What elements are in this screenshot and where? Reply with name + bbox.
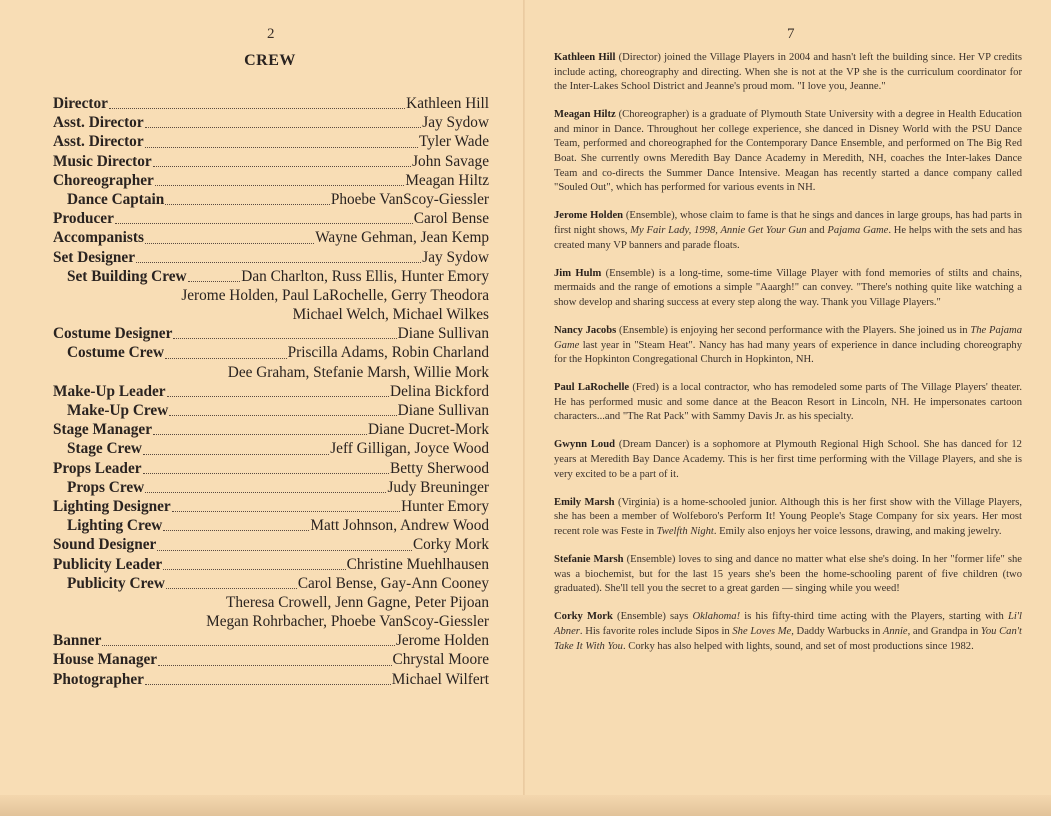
page-number-left: 2 (267, 26, 275, 42)
bio-name: Nancy Jacobs (554, 324, 617, 336)
bio-text: (Ensemble) says (612, 611, 693, 623)
bio-name: Paul LaRochelle (554, 382, 630, 394)
bio-text: (Choreographer) is a graduate of Plymouth State University with a degree in Health Education and minor in Dance. Throughout her college experience, she danced in Disney World with the PSU Dance Team, performed and choreographed for the Contemporary Dance Ensemble, and performed on The Big Red Boat. She currently owns Meredith Bay Dance Academy in Meredith, NH, coaches the Inter-lakes Dance Team and co-directs the Summer Dance Intensive. Meagan has recently started a dance company called "Souled Out", which has performed for various events in NH. (554, 109, 1022, 194)
dot-leader (165, 358, 287, 359)
bio-name: Stefanie Marsh (554, 554, 624, 566)
crew-role: Director (53, 95, 108, 112)
crew-row (53, 190, 489, 209)
dot-leader (173, 338, 396, 339)
crew-row (53, 459, 489, 478)
crew-member-name: Priscilla Adams, Robin Charland (287, 344, 489, 362)
crew-role: Music Director (53, 152, 152, 170)
crew-role: Banner (53, 632, 102, 650)
crew-role: Props Crew (67, 478, 145, 496)
bio-text: last year in "Steam Heat". Nancy has had many years of experience in dance including choreography for the Hopkinton Congregational Church in Hopkinton, NH. (554, 339, 1022, 366)
crew-member-name: Chrystal Moore (392, 651, 489, 669)
crew-member-name: Carol Bense, Gay-Ann Cooney (297, 574, 489, 592)
bio-paragraph (554, 324, 1022, 368)
bio-title-italic: You Can't Take It With You (554, 625, 1022, 652)
crew-role: Sound Designer (53, 536, 157, 554)
crew-member-name: Betty Sherwood (390, 459, 489, 477)
crew-row (53, 382, 489, 401)
dot-leader (165, 204, 330, 205)
crew-member-name: Meagan Hiltz (405, 171, 489, 189)
dot-leader (102, 645, 395, 646)
bio-text: is his fifty-third time acting with the Players, starting with (740, 611, 1008, 623)
crew-row (53, 209, 489, 228)
crew-member-name: Delina Bickford (390, 382, 489, 400)
bio-text: . He helps with the sets and has created many VP banners and parade floats. (554, 224, 1022, 251)
bio-title-italic: My Fair Lady, 1998, Annie Get Your Gun (630, 224, 807, 236)
crew-row (53, 497, 489, 516)
crew-member-name: Jay Sydow (422, 248, 489, 266)
crew-role: Producer (53, 210, 114, 228)
bio-title-italic: She Loves Me (732, 625, 792, 637)
crew-row (53, 132, 489, 151)
crew-member-name: Michael Welch, Michael Wilkes (292, 306, 489, 324)
crew-role: Asst. Director (53, 114, 144, 132)
crew-role: Accompanists (53, 229, 144, 247)
bio-name: Gwynn Loud (554, 439, 616, 451)
bio-text: , and Grandpa in (907, 625, 981, 637)
crew-row-continuation (53, 612, 489, 631)
crew-list (53, 94, 489, 689)
dot-leader (153, 434, 367, 435)
crew-role: Costume Designer (53, 325, 173, 343)
bio-paragraph (554, 610, 1022, 654)
bio-paragraph (554, 267, 1022, 311)
dot-leader (155, 185, 404, 186)
crew-member-name: Jerome Holden, Paul LaRochelle, Gerry Theodora (181, 286, 489, 304)
bio-name: Jim Hulm (554, 267, 602, 279)
bio-text: , Daddy Warbucks in (791, 625, 883, 637)
crew-member-name: Jeff Gilligan, Joyce Wood (330, 440, 489, 458)
crew-row (53, 670, 489, 689)
dot-leader (163, 569, 345, 570)
right-page (525, 0, 1051, 816)
crew-member-name: Dan Charlton, Russ Ellis, Hunter Emory (241, 267, 489, 285)
dot-leader (169, 415, 396, 416)
left-page (0, 0, 525, 816)
crew-row (53, 401, 489, 420)
dot-leader (167, 396, 389, 397)
crew-row (53, 228, 489, 247)
crew-row-continuation (53, 305, 489, 324)
dot-leader (143, 454, 329, 455)
crew-row (53, 439, 489, 458)
bio-text: (Dream Dancer) is a sophomore at Plymouth Regional High School. She has danced for 12 years at Meredith Bay Dance Academy. This is her first time performing with the Village Players, and she is very excited to be a part of it. (554, 439, 1022, 480)
bio-list (554, 51, 1022, 668)
bio-text: (Virginia) is a home-schooled junior. Although this is her first show with the Village Players, she has been a member of Wolfeboro's Perform It! Young People's Stage Company for six years. Her most recent role was Feste in (554, 496, 1022, 537)
dot-leader (109, 108, 405, 109)
crew-row (53, 113, 489, 132)
crew-row (53, 171, 489, 190)
bio-title-italic: Li'l Abner (554, 611, 1022, 637)
crew-member-name: Diane Sullivan (397, 402, 489, 419)
bio-title-italic: Twelfth Night (656, 525, 714, 537)
bio-paragraph (554, 51, 1022, 95)
dot-leader (145, 492, 386, 493)
bio-text: (Director) joined the Village Players in 2004 and hasn't left the building since. Her VP credits include acting, choreography and directing. When she is not at the VP she is the curriculum coordinator for the Inter-Lakes School District and Jeanne's proud mom. "I love you, Jeanne." (554, 52, 1022, 93)
dot-leader (158, 665, 391, 666)
bio-name: Emily Marsh (554, 496, 615, 508)
bio-text: (Ensemble), whose claim to fame is that he sings and dances in large groups, has had parts in first night shows, (554, 210, 1022, 236)
crew-member-name: Michael Wilfert (391, 670, 489, 688)
crew-member-name: Hunter Emory (401, 497, 489, 515)
bio-paragraph (554, 381, 1022, 425)
crew-row (53, 343, 489, 362)
crew-role: Costume Crew (67, 344, 165, 362)
crew-row-continuation (53, 363, 489, 382)
crew-member-name: Diane Sullivan (397, 325, 489, 343)
dot-leader (145, 127, 422, 128)
crew-member-name: Matt Johnson, Andrew Wood (310, 517, 489, 535)
page-bottom-edge (0, 795, 1051, 816)
crew-row (53, 516, 489, 535)
page-number-right: 7 (787, 26, 795, 42)
crew-row (53, 267, 489, 286)
dot-leader (136, 262, 421, 263)
bio-title-italic: Pajama Game (827, 224, 889, 236)
crew-role: Stage Manager (53, 421, 152, 439)
crew-member-name: Kathleen Hill (406, 95, 489, 112)
crew-member-name: Judy Breuninger (387, 478, 489, 496)
dot-leader (145, 147, 418, 148)
dot-leader (172, 511, 400, 512)
bio-paragraph (554, 108, 1022, 196)
crew-member-name: Christine Muehlhausen (346, 555, 489, 573)
bio-text: . Emily also enjoys her voice lessons, drawing, and making jewelry. (713, 525, 1002, 537)
bio-text: (Ensemble) is enjoying her second performance with the Players. She joined us in (616, 324, 971, 336)
bio-paragraph (554, 209, 1022, 253)
bio-title-italic: Oklahoma! (692, 611, 741, 623)
crew-role: Set Building Crew (67, 267, 187, 285)
bio-text: (Fred) is a local contractor, who has remodeled some parts of The Village Players' theater. He has performed music and some dance at the Beacon Resort in Lincoln, NH. He impersonates cartoon characters...and "The Rat Pack" with Sammy Davis Jr. as his specialty. (554, 382, 1022, 423)
bio-title-italic: Annie (882, 625, 908, 637)
crew-role: Photographer (53, 670, 144, 688)
crew-role: Stage Crew (67, 440, 142, 458)
crew-row (53, 152, 489, 171)
bio-paragraph (554, 553, 1022, 597)
dot-leader (157, 550, 412, 551)
crew-member-name: Carol Bense (413, 210, 489, 228)
crew-row (53, 631, 489, 650)
crew-member-name: Phoebe VanScoy-Giessler (330, 190, 489, 208)
crew-row (53, 574, 489, 593)
crew-role: Props Leader (53, 459, 142, 477)
bio-name: Kathleen Hill (554, 52, 616, 63)
crew-row-continuation (53, 286, 489, 305)
crew-row (53, 478, 489, 497)
crew-member-name: Jerome Holden (395, 632, 489, 650)
bio-paragraph (554, 438, 1022, 482)
bio-text: and (806, 224, 828, 236)
crew-role: Set Designer (53, 248, 135, 266)
crew-row (53, 420, 489, 439)
crew-member-name: Tyler Wade (418, 133, 489, 151)
bio-name: Jerome Holden (554, 210, 624, 222)
crew-heading: CREW (244, 52, 296, 69)
bio-text: (Ensemble) is a long-time, some-time Village Player with fond memories of stilts and chains, mermaids and the range of emotions a simple "Aaargh!" can convey. "There's nothing quite like watching a show develop and sharing success at every step along the way. Thank you Village Players." (554, 267, 1022, 308)
crew-role: Publicity Crew (67, 574, 165, 592)
dot-leader (145, 684, 391, 685)
crew-row (53, 248, 489, 267)
crew-member-name: Dee Graham, Stefanie Marsh, Willie Mork (227, 363, 489, 381)
bio-text: (Ensemble) loves to sing and dance no matter what else she's doing. In her "former life" she was a biochemist, but for the last 15 years she's been the home-schooling parent of five children (two graduated). She'll tell you the secret to a great garden — singing while you weed! (554, 554, 1022, 595)
dot-leader (188, 281, 241, 282)
crew-member-name: Theresa Crowell, Jenn Gagne, Peter Pijoan (226, 593, 489, 611)
crew-role: Choreographer (53, 171, 154, 189)
crew-row (53, 324, 489, 343)
crew-role: Make-Up Leader (53, 382, 166, 400)
bio-text: . His favorite roles include Sipos in (579, 625, 733, 637)
crew-row (53, 94, 489, 113)
crew-member-name: Diane Ducret-Mork (367, 421, 489, 439)
crew-role: House Manager (53, 651, 158, 669)
dot-leader (143, 473, 389, 474)
dot-leader (115, 223, 413, 224)
crew-role: Dance Captain (67, 190, 165, 208)
crew-row (53, 555, 489, 574)
bio-text: . Corky has also helped with lights, sound, and set of most productions since 1982. (622, 640, 974, 652)
dot-leader (166, 588, 297, 589)
crew-role: Publicity Leader (53, 555, 163, 573)
crew-member-name: Jay Sydow (422, 114, 489, 132)
crew-role: Make-Up Crew (67, 402, 169, 419)
crew-row (53, 535, 489, 554)
bio-name: Corky Mork (554, 611, 613, 623)
crew-role: Lighting Designer (53, 497, 171, 515)
bio-paragraph (554, 496, 1022, 540)
crew-row (53, 650, 489, 669)
crew-role: Lighting Crew (67, 517, 163, 535)
dot-leader (145, 243, 314, 244)
dot-leader (163, 530, 309, 531)
crew-member-name: Wayne Gehman, Jean Kemp (315, 229, 489, 247)
bio-title-italic: The Pajama Game (554, 324, 1022, 351)
crew-member-name: Megan Rohrbacher, Phoebe VanScoy-Giessler (206, 613, 489, 631)
crew-role: Asst. Director (53, 133, 144, 151)
dot-leader (153, 166, 411, 167)
crew-member-name: John Savage (412, 152, 489, 170)
bio-name: Meagan Hiltz (554, 109, 616, 121)
crew-member-name: Corky Mork (412, 536, 489, 554)
crew-row-continuation (53, 593, 489, 612)
